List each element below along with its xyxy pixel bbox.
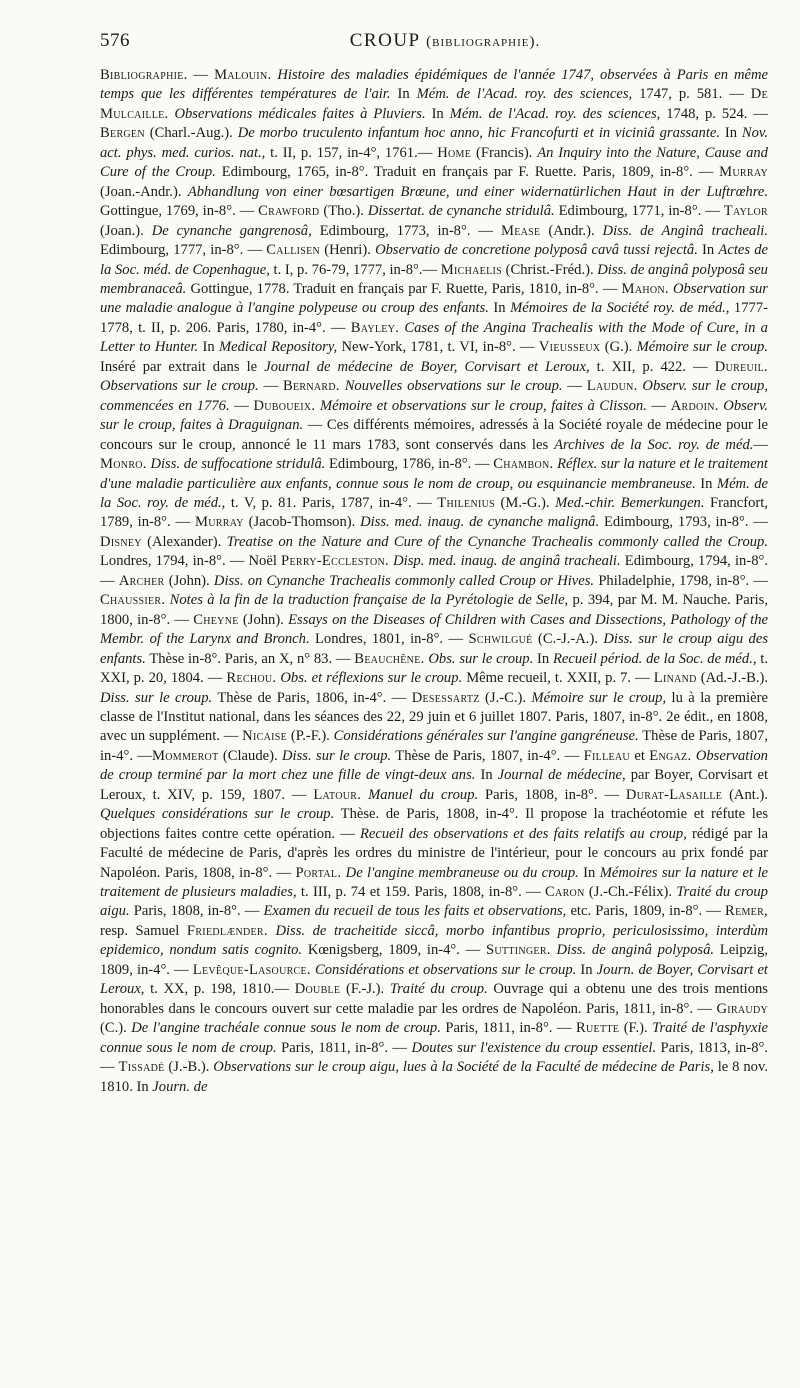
citation-text: — xyxy=(187,67,215,83)
citation-text: In xyxy=(475,767,498,784)
citation-text: Même recueil, t. XXII, p. 7. — xyxy=(462,670,654,687)
work-title: Traité du croup. xyxy=(389,981,488,998)
citation-text: Londres, 1801, in-8°. — xyxy=(309,631,469,648)
citation-text: Paris, 1811, in-8°. — xyxy=(440,1020,576,1037)
citation-text: (C.-J.-A.). xyxy=(532,631,604,648)
author-name: Nicaise xyxy=(242,728,288,745)
author-name: Bibliographie. xyxy=(100,67,188,83)
citation-text: — xyxy=(753,436,768,453)
citation-text: Gottingue, 1769, in-8°. — xyxy=(100,203,259,220)
citation-text: resp. Samuel xyxy=(100,922,187,939)
citation-text: Edimbourg, 1771, in-8°. — xyxy=(554,203,724,220)
author-name: Murray xyxy=(194,514,244,531)
citation-text: (M.-G.). xyxy=(495,494,556,511)
work-title: Diss. sur le croup aigu des enfants. xyxy=(100,631,768,667)
citation-text: etc. Paris, 1809, in-8°. — xyxy=(566,903,726,920)
work-title: Diss. sur le croup. xyxy=(100,689,213,706)
citation-text: Ouvrage qui a obtenu une des trois mentions honorables dans le concours ouvert sur cette maladie par les ordres de Napoléon. Paris, 1811, in-8°. — xyxy=(100,981,768,1017)
work-title: De l'angine membraneuse ou du croup. xyxy=(345,864,579,881)
author-name: Filleau xyxy=(583,747,630,764)
citation-text: (F.). xyxy=(619,1020,653,1037)
work-title: Observations sur le croup. xyxy=(100,378,259,395)
author-name: Ardoin. xyxy=(670,397,719,414)
work-title: Quelques considérations sur le croup. xyxy=(100,806,335,823)
author-name: Beauchêne. xyxy=(354,650,425,667)
work-title: Observations sur le croup aigu, lues à la Société de la Faculté de médecine de Paris, xyxy=(213,1059,714,1076)
citation-text: Thèse de Paris, 1807, in-4°. — xyxy=(100,728,768,764)
citation-text: Paris, 1811, in-8°. — xyxy=(276,1039,412,1056)
work-title: Diss. de tracheitide siccâ, morbo infantibus proprio, periculosissimo, interdùm epidemico, nondum satis cognito. xyxy=(100,922,768,959)
citation-text: t. XX, p. 198, 1810.— xyxy=(144,981,295,998)
citation-text: (Joan.-Andr.). xyxy=(100,183,188,200)
author-name: Dureuil. xyxy=(714,358,768,375)
work-title: Cases of the Angina Trachealis with the Mode of Cure, in a Letter to Hunter. xyxy=(100,319,768,356)
running-title-main: CROUP xyxy=(349,30,420,51)
author-name: Home xyxy=(437,144,472,161)
work-title: Med.-chir. Bemerkungen. xyxy=(555,494,705,511)
citation-text: In xyxy=(425,105,450,122)
citation-text: p. 394, par M. M. Nauche. Paris, 1800, in-8°. — xyxy=(100,592,768,628)
work-title: Journal de médecine, xyxy=(497,767,626,784)
work-title: Mémoires de la Société roy. de méd., xyxy=(510,300,730,317)
work-title: Notes à la fin de la traduction française de la Pyrétologie de Selle, xyxy=(169,592,569,609)
citation-text: Gottingue, 1778. Traduit en français par F. Ruette, Paris, 1810, in-8°. — xyxy=(186,280,622,297)
work-title: Medical Repository, xyxy=(218,339,338,356)
author-name: De Mulcaille. xyxy=(100,86,769,122)
citation-text: t. I, p. 76-79, 1777, in-8°.— xyxy=(269,261,441,278)
work-title: Mém. de l'Acad. roy. des sciences, xyxy=(416,86,633,103)
citation-text: (Jacob-Thomson). xyxy=(243,514,361,531)
page-header xyxy=(100,30,790,56)
citation-text: (Joan.). xyxy=(100,222,152,239)
work-title: Observations médicales faites à Pluviers. xyxy=(174,105,426,122)
citation-text: In xyxy=(695,475,717,492)
citation-text: In xyxy=(390,86,417,103)
citation-text: le 8 nov. 1810. In xyxy=(100,1059,768,1095)
work-title: Doutes sur l'existence du croup essentiel. xyxy=(411,1039,657,1056)
citation-text: In xyxy=(488,300,511,317)
running-title-subtitle: (bibliographie). xyxy=(426,34,541,50)
citation-text: In xyxy=(533,650,553,667)
author-name: Durat-Lasaille xyxy=(625,786,723,803)
citation-text: — xyxy=(646,397,671,414)
author-name: Archer xyxy=(118,572,165,589)
citation-text: par Boyer, Corvisart et Leroux, t. XIV, p. 159, 1807. — xyxy=(100,767,769,803)
author-name: Cheyne xyxy=(193,611,239,628)
work-title: Dissertat. de cynanche stridulâ. xyxy=(367,203,555,220)
work-title: Nov. act. phys. med. curios. nat., xyxy=(100,125,768,161)
citation-text: In xyxy=(576,961,597,978)
work-title: Journal de médecine de Boyer, Corvisart et Leroux, xyxy=(264,358,590,375)
citation-text: Francfort, 1789, in-8°. — xyxy=(100,494,768,531)
page-number: 576 xyxy=(100,30,130,51)
citation-text: Edimbourg, 1793, in-8°. — xyxy=(599,514,768,531)
citation-text: (Claude). xyxy=(218,747,283,764)
author-name: Thilenius xyxy=(437,494,495,511)
citation-text: Paris, 1808, in-8°. — xyxy=(129,903,264,920)
author-name: Murray xyxy=(719,164,768,181)
work-title: Mémoire sur le croup. xyxy=(636,339,768,356)
work-title: Mémoires sur la nature et le traitement de plusieurs maladies, xyxy=(100,864,768,901)
work-title: Considérations générales sur l'angine gangréneuse. xyxy=(333,728,639,745)
citation-text: — Ces différents mémoires, adressés à la Société royale de médecine pour le concours sur le croup, annoncé le 11 mars 1783, sont conservés dans les xyxy=(100,417,768,453)
citation-text: Edimbourg, 1777, in-8°. — xyxy=(100,242,267,259)
author-name: Monro. xyxy=(100,456,147,473)
work-title: De l'angine trachéale connue sous le nom de croup. xyxy=(131,1020,441,1037)
author-name: Desessartz xyxy=(411,689,480,706)
work-title: Abhandlung von einer bœsartigen Brœune, und einer widernatürlichen Haut in der Luftrœhre. xyxy=(187,183,768,200)
author-name: Taylor xyxy=(723,203,768,220)
work-title: Traité de l'asphyxie connue sous le nom de croup. xyxy=(100,1020,768,1056)
author-name: Bergen xyxy=(100,125,145,142)
citation-text: (Charl.-Aug.). xyxy=(144,125,238,142)
citation-text: In xyxy=(697,242,719,259)
citation-text: 1777-1778, t. II, p. 206. Paris, 1780, in-4°. — xyxy=(100,300,768,336)
citation-text: Edimbourg, 1765, in-8°. Traduit en français par F. Ruette. Paris, 1809, in-8°. — xyxy=(215,164,720,181)
work-title: Essays on the Diseases of Children with Cases and Dissections, Pathology of the Membr. of the Larynx and Bronch. xyxy=(100,611,768,648)
author-name: Bernard. xyxy=(282,378,340,395)
work-title: De morbo truculento infantum hoc anno, hic Francofurti et in viciniâ grassante. xyxy=(237,125,721,142)
citation-text: (P.-F.). xyxy=(287,728,334,745)
author-name: Duboueix. xyxy=(253,397,316,414)
work-title: Mémoire et observations sur le croup, faites à Clisson. xyxy=(319,397,647,414)
citation-text: (John). xyxy=(238,611,289,628)
citation-text: (Ant.). xyxy=(722,786,768,803)
citation-text: In xyxy=(198,339,219,356)
work-title: Observation sur une maladie analogue à l'angine polypeuse ou croup des enfants. xyxy=(100,280,768,317)
work-title: Diss. med. inaug. de cynanche malignâ. xyxy=(360,514,600,531)
work-title: Journ. de Boyer, Corvisart et Leroux, xyxy=(100,961,768,998)
author-name: Laudun. xyxy=(586,378,638,395)
work-title: Mémoire sur le croup, xyxy=(531,689,667,706)
citation-text: Edimbourg, 1773, in-8°. — xyxy=(311,222,501,239)
work-title: An Inquiry into the Nature, Cause and Cure of the Croup. xyxy=(100,144,768,181)
author-name: Disney xyxy=(100,533,142,550)
work-title: Mém. de l'Acad. roy. des sciences, xyxy=(449,105,661,122)
author-name: Vieusseux xyxy=(538,339,601,356)
work-title: Journ. de xyxy=(152,1078,208,1095)
author-name: Chambon. xyxy=(493,456,554,473)
author-name: Mahon. xyxy=(621,280,669,297)
author-name: Mease xyxy=(500,222,541,239)
citation-text: et xyxy=(629,747,650,764)
citation-text: lu à la première classe de l'Institut national, dans les séances des 22, 29 juin et 6 juillet 1807. Paris, 1807, in-8°. 2e édit., en 1808, avec un supplément. — xyxy=(100,689,768,745)
citation-text: (F.-J.). xyxy=(340,981,390,998)
work-title: Considérations et observations sur le croup. xyxy=(315,961,577,978)
work-title: Diss. de anginâ polyposâ. xyxy=(556,942,715,959)
citation-text: (J.-Ch.-Félix). xyxy=(584,884,677,901)
citation-text: (Alexander). xyxy=(141,533,227,550)
author-name: Caron xyxy=(545,884,585,901)
citation-text: Philadelphie, 1798, in-8°. — xyxy=(594,572,768,589)
work-title: Actes de la Soc. méd. de Copenhague, xyxy=(100,242,768,278)
citation-text: t. XII, p. 422. — xyxy=(589,358,715,375)
author-name: Crawford xyxy=(258,203,320,220)
citation-text: Paris, 1808, in-8°. — xyxy=(478,786,626,803)
citation-text: (Andr.). xyxy=(540,222,603,239)
author-name: Ruette xyxy=(576,1020,620,1037)
citation-text: Thèse de Paris, 1807, in-4°. — xyxy=(391,747,584,764)
citation-text: Inséré par extrait dans le xyxy=(100,358,265,375)
citation-text: Leipzig, 1809, in-4°. — xyxy=(100,942,769,978)
author-name: Callisen xyxy=(266,242,321,259)
author-name: Perry-Eccleston. xyxy=(281,553,389,570)
work-title: Treatise on the Nature and Cure of the Cynanche Trachealis commonly called the Croup. xyxy=(226,533,768,550)
author-name: Giraudy xyxy=(716,1000,768,1017)
work-title: Diss. de anginâ polyposâ seu membranaceâ. xyxy=(100,261,768,297)
citation-text: (Christ.-Fréd.). xyxy=(501,261,598,278)
author-name: Remer, xyxy=(725,903,768,920)
work-title: Obs. sur le croup. xyxy=(428,650,534,667)
citation-text: Kœnigsberg, 1809, in-4°. — xyxy=(302,942,486,959)
citation-text: 1748, p. 524. — xyxy=(660,105,768,122)
author-name: Bayley. xyxy=(350,319,400,336)
work-title: Diss. de suffocatione stridulâ. xyxy=(150,456,326,473)
author-name: Suttinger. xyxy=(486,942,551,959)
citation-text: (John). xyxy=(164,572,214,589)
citation-text: Edimbourg, 1794, in-8°. — xyxy=(100,553,768,589)
citation-text: 1747, p. 581. — xyxy=(632,86,751,103)
work-title: Manuel du croup. xyxy=(368,786,479,803)
citation-text: t. V, p. 81. Paris, 1787, in-4°. — xyxy=(225,494,438,511)
citation-text: New-York, 1781, t. VI, in-8°. — xyxy=(337,339,539,356)
author-name: Engaz. xyxy=(649,747,692,764)
work-title: Observation de croup terminé par la mort chez une fille de vingt-deux ans. xyxy=(100,747,768,784)
citation-text: (Tho.). xyxy=(319,203,368,220)
running-title xyxy=(100,30,790,52)
work-title: Observ. sur le croup, commencées en 1776. xyxy=(100,378,768,414)
work-title: Recueil périod. de la Soc. de méd., xyxy=(553,650,757,667)
citation-text: t. XXI, p. 20, 1804. — xyxy=(100,650,768,687)
author-name: Levêque-Lasource. xyxy=(192,961,311,978)
work-title: Mém. de la Soc. roy. de méd., xyxy=(100,475,768,511)
work-title: Obs. et réflexions sur le croup. xyxy=(280,670,463,687)
work-title: Observatio de concretione polyposâ cavâ tussi rejectâ. xyxy=(375,242,698,259)
citation-text: t. II, p. 157, in-4°, 1761.— xyxy=(265,144,438,161)
citation-text: Thèse. de Paris, 1808, in-4°. Il propose la trachéotomie et réfute les objections faites contre cette opération. — xyxy=(100,806,768,842)
citation-text: (Francis). xyxy=(471,144,538,161)
citation-text: Thèse de Paris, 1806, in-4°. — xyxy=(212,689,412,706)
work-title: De cynanche gangrenosâ, xyxy=(151,222,312,239)
work-title: Archives de la Soc. roy. de méd. xyxy=(554,436,754,453)
author-name: Michaelis xyxy=(440,261,502,278)
author-name: Double xyxy=(294,981,341,998)
citation-text: (Ad.-J.-B.). xyxy=(696,670,769,687)
citation-text: (J.-C.). xyxy=(479,689,532,706)
citation-text: — xyxy=(258,378,283,395)
author-name: Schwilgué xyxy=(468,631,533,648)
author-name: Mommerot xyxy=(152,747,219,764)
citation-text: Edimbourg, 1786, in-8°. — xyxy=(325,456,494,473)
author-name: Latour. xyxy=(313,786,362,803)
citation-text: (C.). xyxy=(100,1020,132,1037)
author-name: Linand xyxy=(653,670,697,687)
work-title: Diss. sur le croup. xyxy=(282,747,392,764)
author-name: Friedlænder. xyxy=(186,922,268,939)
work-title: Histoire des maladies épidémiques de l'année 1747, observées à Paris en même temps que les différentes températures de l'air. xyxy=(100,67,769,103)
author-name: Malouin. xyxy=(214,67,272,83)
citation-text: — xyxy=(229,397,254,414)
citation-text: (J.-B.). xyxy=(164,1059,214,1076)
author-name: Portal. xyxy=(295,864,342,881)
citation-text: In xyxy=(720,125,742,142)
work-title: Disp. med. inaug. de anginâ tracheali. xyxy=(393,553,621,570)
work-title: Réflex. sur la nature et le traitement d'une maladie particulière aux enfants, connue sous le nom de croup, ou esquinancie membraneuse. xyxy=(100,456,768,492)
bibliography-text xyxy=(100,66,768,1097)
citation-text: t. III, p. 74 et 159. Paris, 1808, in-8°. — xyxy=(296,884,546,901)
citation-text: In xyxy=(578,864,600,881)
author-name: Rechou. xyxy=(226,670,277,687)
work-title: Diss. on Cynanche Trachealis commonly called Croup or Hives. xyxy=(213,572,595,589)
work-title: Nouvelles observations sur le croup. xyxy=(344,378,563,395)
work-title: Diss. de Anginâ tracheali. xyxy=(602,222,768,239)
citation-text: Paris, 1813, in-8°. — xyxy=(100,1039,768,1076)
citation-text: — xyxy=(562,378,587,395)
citation-text: (Henri). xyxy=(320,242,376,259)
work-title: Examen du recueil de tous les faits et observations, xyxy=(263,903,567,920)
author-name: Chaussier. xyxy=(100,592,166,609)
work-title: Observ. sur le croup, faites à Draguignan. xyxy=(100,397,769,434)
work-title: Traité du croup aigu. xyxy=(100,884,768,920)
author-name: Tissadé xyxy=(118,1059,165,1076)
work-title: Recueil des observations et des faits relatifs au croup, xyxy=(359,825,687,842)
citation-text: Thèse in-8°. Paris, an X, n° 83. — xyxy=(145,650,355,667)
bibliography-paragraph xyxy=(100,66,768,1097)
citation-text: rédigé par la Faculté de médecine de Paris, d'après les ordres du ministre de l'intérieur, pour le concours au prix fondé par Napoléon. Paris, 1808, in-8°. — xyxy=(100,825,768,881)
citation-text: (G.). xyxy=(600,339,637,356)
citation-text: Londres, 1794, in-8°. — Noël xyxy=(100,553,282,570)
